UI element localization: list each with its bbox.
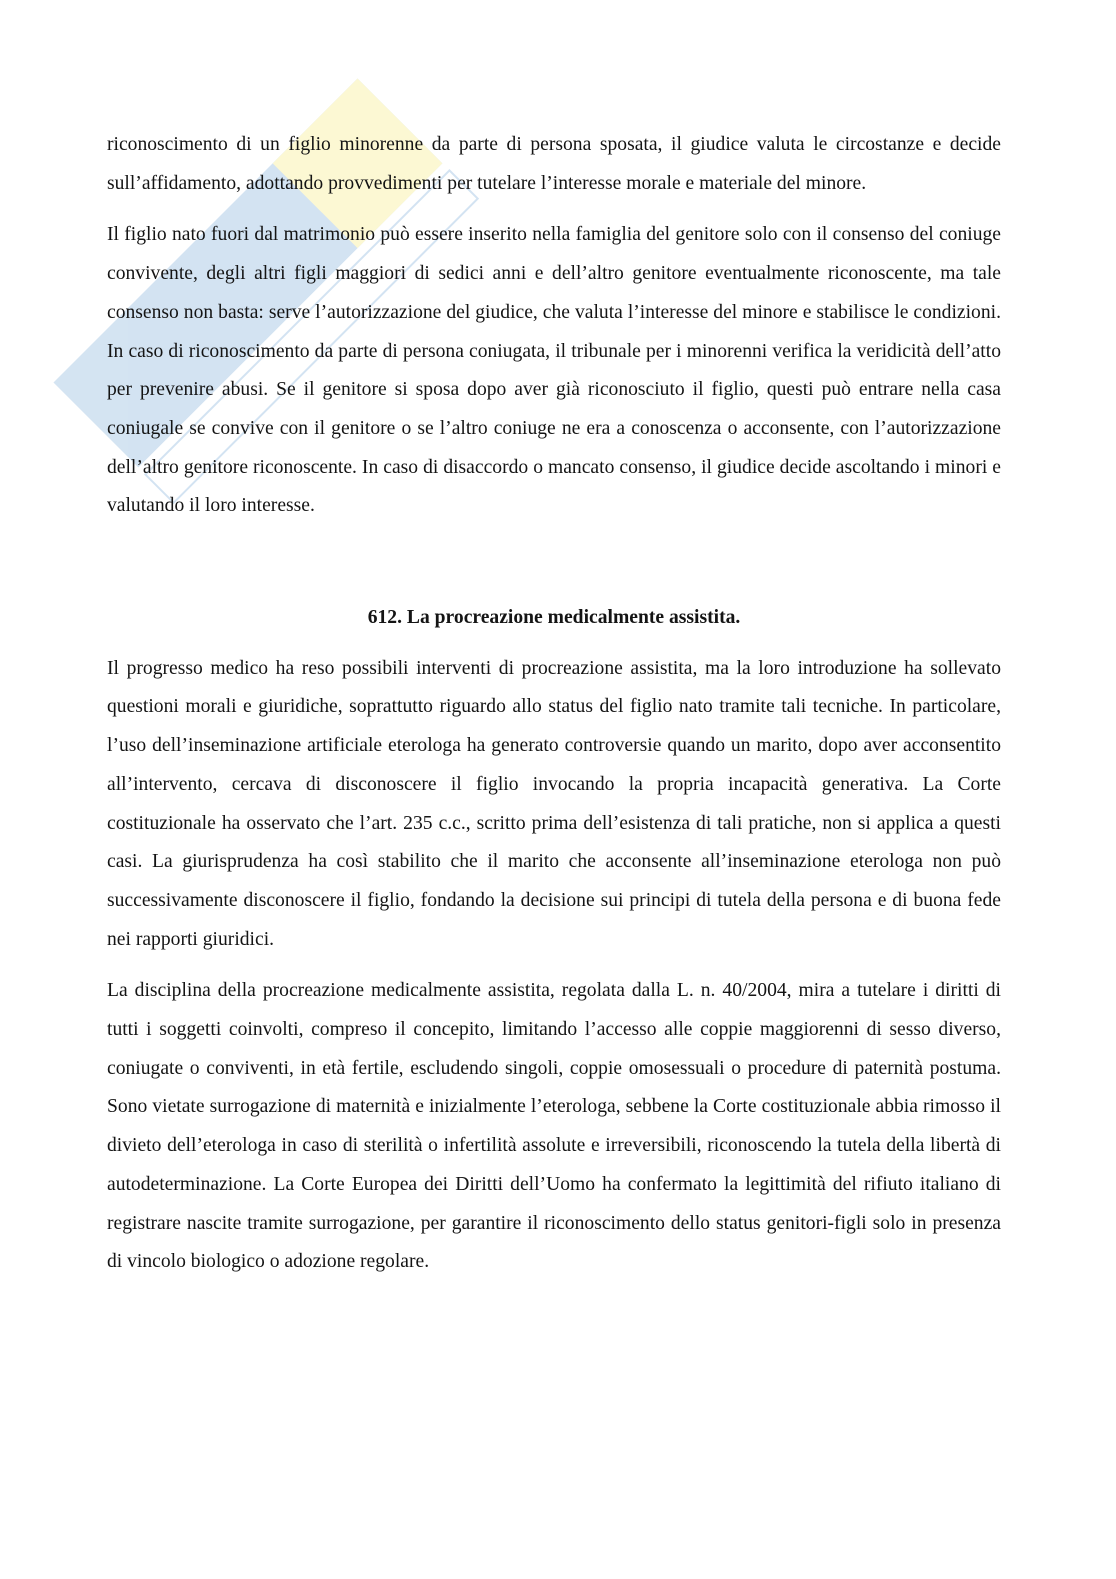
paragraph-disciplina-pma: La disciplina della procreazione medicalmente assistita, regolata dalla L. n. 40/2004, mira a tutelare i diritti di tutti i soggetti coinvolti, compreso il concepito, limitando l’accesso alle coppie maggiorenni di sesso diverso, coniugate o conviventi, in età fertile, escludendo singoli, coppie omosessuali o procedure di paternità postuma. Sono vietate surrogazione di maternità e inizialmente l’eterologa, sebbene la Corte costituzionale abbia rimosso il divieto dell’eterologa in caso di sterilità o infertilità assolute e irreversibili, riconoscendo la tutela della libertà di autodeterminazione. La Corte Europea dei Diritti dell’Uomo ha confermato la legittimità del rifiuto italiano di registrare nascite tramite surrogazione, per garantire il riconoscimento dello status genitori-figli solo in presenza di vincolo biologico o adozione regolare. — [107, 980, 1001, 1273]
document-body — [107, 126, 1001, 1282]
paragraph-figlio-nato-fuori: Il figlio nato fuori dal matrimonio può essere inserito nella famiglia del genitore solo con il consenso del coniuge convivente, degli altri figli maggiori di sedici anni e dell’altro genitore eventualmente riconoscente, ma tale consenso non basta: serve l’autorizzazione del giudice, che valuta l’interesse del minore e stabilisce le condizioni. In caso di riconoscimento da parte di persona coniugata, il tribunale per i minorenni verifica la veridicità dell’atto per prevenire abusi. Se il genitore si sposa dopo aver già riconosciuto il figlio, questi può entrare nella casa coniugale se convive con il genitore o se l’altro coniuge ne era a conoscenza o acconsente, con l’autorizzazione dell’altro genitore riconoscente. In caso di disaccordo o mancato consenso, il giudice decide ascoltando i minori e valutando il loro interesse. — [107, 224, 1001, 517]
paragraph-continuation: riconoscimento di un figlio minorenne da parte di persona sposata, il giudice valuta le circostanze e decide sull’affidamento, adottando provvedimenti per tutelare l’interesse morale e materiale del minore. — [107, 134, 1001, 194]
section-heading: 612. La procreazione medicalmente assistita. — [367, 607, 741, 629]
paragraph-progresso-medico: Il progresso medico ha reso possibili interventi di procreazione assistita, ma la loro introduzione ha sollevato questioni morali e giuridiche, soprattutto riguardo allo status del figlio nato tramite tali tecniche. In particolare, l’uso dell’inseminazione artificiale eterologa ha generato controversie quando un marito, dopo aver acconsentito all’intervento, cercava di disconoscere il figlio invocando la propria incapacità generativa. La Corte costituzionale ha osservato che l’art. 235 c.c., scritto prima dell’esistenza di tali pratiche, non si applica a questi casi. La giurisprudenza ha così stabilito che il marito che acconsente all’inseminazione eterologa non può successivamente disconoscere il figlio, fondando la decisione sui principi di tutela della persona e di buona fede nei rapporti giuridici. — [107, 657, 1001, 950]
